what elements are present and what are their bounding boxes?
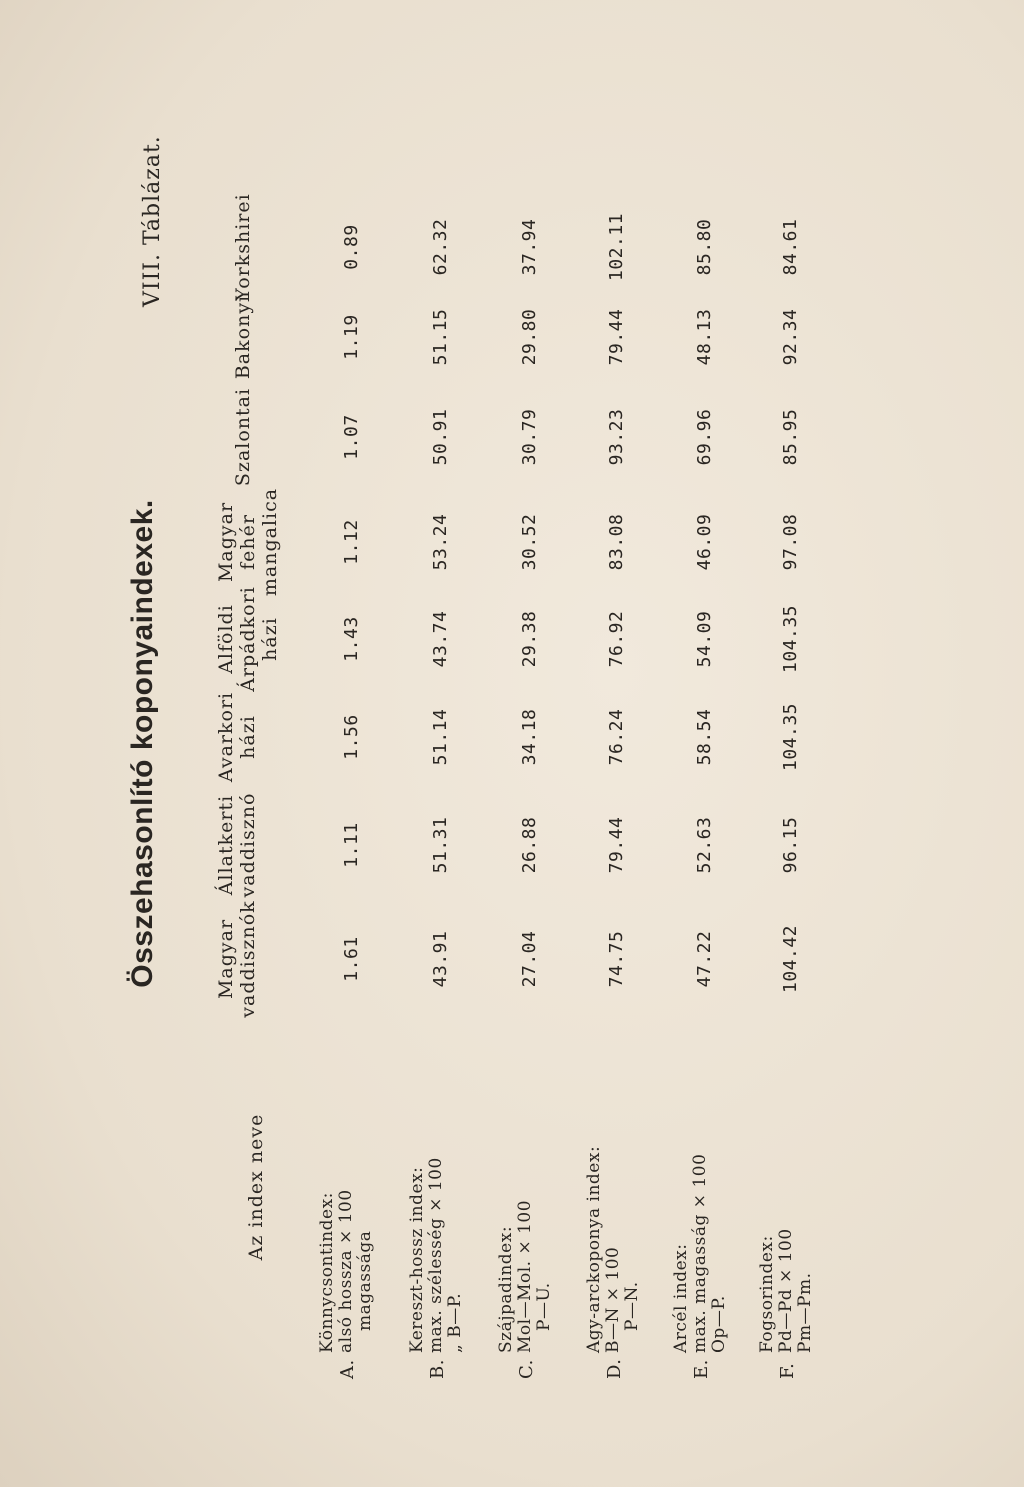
- cell-b-magyar-vaddisznok: 43.91: [430, 930, 451, 988]
- column-header-line: mangalica: [259, 487, 281, 597]
- row-label-line: Mol—Mol. × 100: [515, 1199, 535, 1353]
- cell-b-allatkerti: 51.31: [430, 816, 451, 874]
- cell-c-yorkshirei: 37.94: [519, 218, 540, 276]
- row-label-line: Könnycsontindex:: [317, 1192, 337, 1353]
- row-label-line: magassága: [355, 1230, 375, 1331]
- cell-f-avarkori: 104.35: [780, 702, 801, 772]
- row-label-line: Szájpadindex:: [496, 1225, 516, 1353]
- cell-d-alfoldi: 76.92: [606, 610, 627, 668]
- cell-d-bakonyi: 79.44: [606, 308, 627, 366]
- cell-a-magyar-vaddisznok: 1.61: [341, 936, 362, 982]
- cell-b-alfoldi: 43.74: [430, 610, 451, 668]
- cell-c-mangalica: 30.52: [519, 513, 540, 571]
- row-letter: D.: [604, 1358, 625, 1379]
- cell-a-allatkerti: 1.11: [341, 822, 362, 868]
- row-label-line: Arcél index:: [671, 1243, 691, 1353]
- row-letter: E.: [691, 1359, 712, 1379]
- row-label-line: Fogsorindex:: [757, 1235, 777, 1353]
- row-label-line: Pm—Pm.: [795, 1272, 815, 1353]
- column-header-line: Avarkori: [215, 691, 237, 783]
- cell-e-avarkori: 58.54: [694, 708, 715, 766]
- column-header-line: házi: [259, 617, 281, 661]
- row-label-line: alsó hossza × 100: [336, 1189, 356, 1353]
- column-header-label: Az index neve: [245, 1113, 267, 1261]
- cell-f-alfoldi: 104.35: [780, 604, 801, 674]
- column-header-yorkshirei: [232, 177, 254, 317]
- row-label-line: Kereszt-hossz index:: [407, 1166, 427, 1353]
- row-letter: F.: [777, 1362, 798, 1379]
- cell-f-magyar-vaddisznok: 104.42: [780, 924, 801, 994]
- row-letter: B.: [427, 1359, 448, 1379]
- row-letter: C.: [516, 1359, 537, 1379]
- table-number: VIII. Táblázat.: [140, 135, 165, 307]
- cell-b-szalontai: 50.91: [430, 408, 451, 466]
- cell-a-avarkori: 1.56: [341, 714, 362, 760]
- cell-d-avarkori: 76.24: [606, 708, 627, 766]
- cell-e-magyar-vaddisznok: 47.22: [694, 930, 715, 988]
- row-label-line: Agy-arckoponya index:: [584, 1145, 604, 1353]
- column-header-line: Alföldi: [215, 604, 237, 674]
- cell-e-mangalica: 46.09: [694, 513, 715, 571]
- cell-b-bakonyi: 51.15: [430, 308, 451, 366]
- cell-d-yorkshirei: 102.11: [606, 212, 627, 282]
- cell-a-szalontai: 1.07: [341, 414, 362, 460]
- column-header-line: Magyar: [215, 501, 237, 583]
- cell-b-mangalica: 53.24: [430, 513, 451, 571]
- row-label-line: max. szélesség × 100: [426, 1157, 446, 1353]
- cell-d-magyar-vaddisznok: 74.75: [606, 930, 627, 988]
- column-header-line: Yorkshirei: [232, 193, 254, 301]
- column-header-line: vaddisznók: [237, 900, 259, 1018]
- cell-a-bakonyi: 1.19: [341, 314, 362, 360]
- cell-d-szalontai: 93.23: [606, 408, 627, 466]
- column-header-line: vaddisznó: [237, 792, 259, 898]
- cell-f-allatkerti: 96.15: [780, 816, 801, 874]
- row-label-line: B—N × 100: [603, 1246, 623, 1353]
- row-label-line: P—U.: [534, 1282, 554, 1331]
- cell-e-szalontai: 69.96: [694, 408, 715, 466]
- cell-a-alfoldi: 1.43: [341, 616, 362, 662]
- cell-b-yorkshirei: 62.32: [430, 218, 451, 276]
- column-header-line: házi: [237, 715, 259, 759]
- cell-d-mangalica: 83.08: [606, 513, 627, 571]
- cell-e-bakonyi: 48.13: [694, 308, 715, 366]
- cell-c-szalontai: 30.79: [519, 408, 540, 466]
- cell-f-bakonyi: 92.34: [780, 308, 801, 366]
- cell-c-allatkerti: 26.88: [519, 816, 540, 874]
- page-title: Összehasonlító koponyaindexek.: [126, 499, 159, 988]
- cell-a-mangalica: 1.12: [341, 519, 362, 565]
- cell-e-alfoldi: 54.09: [694, 610, 715, 668]
- row-label-line: max. magasság × 100: [690, 1153, 710, 1353]
- row-label-line: P—N.: [622, 1281, 642, 1331]
- cell-c-magyar-vaddisznok: 27.04: [519, 930, 540, 988]
- cell-f-mangalica: 97.08: [780, 513, 801, 571]
- cell-a-yorkshirei: 0.89: [341, 224, 362, 270]
- row-label-line: Op—P.: [709, 1295, 729, 1353]
- column-header-line: Állatkerti: [215, 794, 237, 896]
- row-letter: A.: [337, 1359, 358, 1379]
- cell-c-bakonyi: 29.80: [519, 308, 540, 366]
- column-header-line: fehér: [237, 514, 259, 570]
- column-header-line: Magyar: [215, 918, 237, 1000]
- cell-e-allatkerti: 52.63: [694, 816, 715, 874]
- cell-f-yorkshirei: 84.61: [780, 218, 801, 276]
- cell-b-avarkori: 51.14: [430, 708, 451, 766]
- cell-d-allatkerti: 79.44: [606, 816, 627, 874]
- cell-f-szalontai: 85.95: [780, 408, 801, 466]
- column-header-index-name: [245, 1077, 267, 1297]
- row-label-line: Pd—Pd × 100: [776, 1228, 796, 1353]
- cell-c-alfoldi: 29.38: [519, 610, 540, 668]
- column-header-line: Árpádkori: [237, 586, 259, 692]
- cell-e-yorkshirei: 85.80: [694, 218, 715, 276]
- column-header-line: Bakonyi: [232, 294, 254, 380]
- cell-c-avarkori: 34.18: [519, 708, 540, 766]
- row-label-line: „ B—P.: [445, 1292, 465, 1353]
- column-header-line: Szalontai: [232, 387, 254, 487]
